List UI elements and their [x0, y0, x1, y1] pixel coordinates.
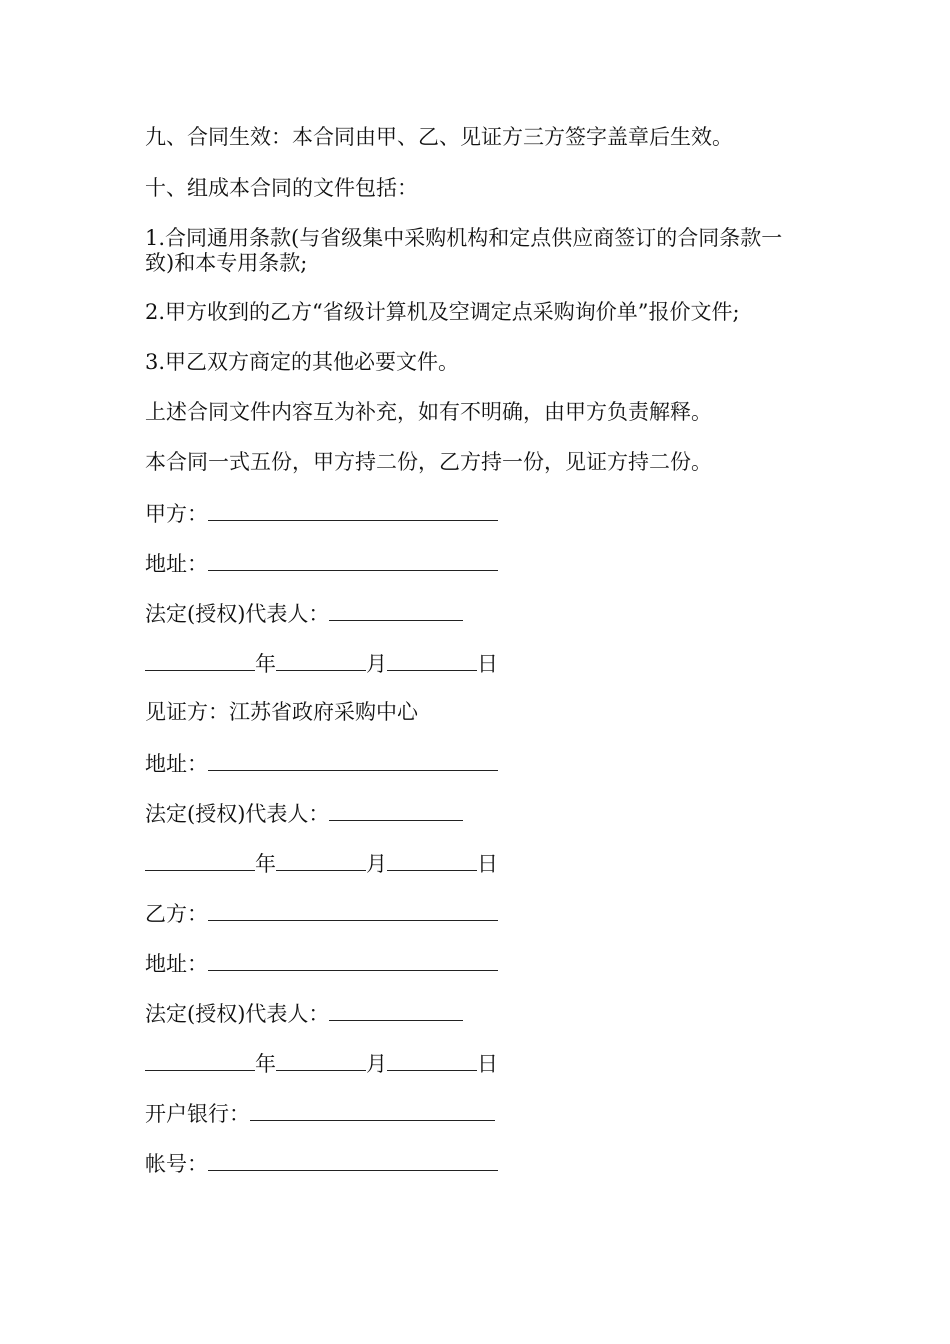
party-b-bank-blank[interactable] [250, 1100, 495, 1121]
party-b-date-row [145, 1050, 498, 1077]
party-a-address-label: 地址： [145, 552, 208, 576]
party-b-bank-row [145, 1100, 495, 1127]
party-a-year-blank[interactable] [145, 650, 255, 671]
document-item-1: 1.合同通用条款(与省级集中采购机构和定点供应商签订的合同条款一致)和本专用条款; [145, 226, 783, 275]
party-b-rep-label: 法定(授权)代表人： [145, 1002, 330, 1026]
party-b-rep-row [145, 1000, 463, 1027]
party-a-label: 甲方： [145, 502, 208, 526]
day-label: 日 [477, 1052, 498, 1076]
month-label: 月 [366, 852, 387, 876]
party-a-month-blank[interactable] [276, 650, 366, 671]
party-b-account-blank[interactable] [208, 1150, 498, 1171]
witness-year-blank[interactable] [145, 850, 255, 871]
party-b-account-label: 帐号： [145, 1152, 208, 1176]
year-label: 年 [255, 652, 276, 676]
witness-address-blank[interactable] [208, 750, 498, 771]
document-item-3: 3.甲乙双方商定的其他必要文件。 [145, 350, 460, 374]
year-label: 年 [255, 1052, 276, 1076]
party-b-month-blank[interactable] [276, 1050, 366, 1071]
party-b-address-blank[interactable] [208, 950, 498, 971]
clause-documents-heading: 十、组成本合同的文件包括： [145, 176, 418, 200]
witness-date-row [145, 850, 498, 877]
party-a-blank[interactable] [208, 500, 498, 521]
witness-name: 见证方：江苏省政府采购中心 [145, 700, 418, 724]
party-a-row [145, 500, 498, 527]
party-a-address-blank[interactable] [208, 550, 498, 571]
month-label: 月 [366, 1052, 387, 1076]
party-b-label: 乙方： [145, 902, 208, 926]
party-b-bank-label: 开户银行： [145, 1102, 250, 1126]
clause-copies: 本合同一式五份，甲方持二份，乙方持一份，见证方持二份。 [145, 450, 712, 474]
month-label: 月 [366, 652, 387, 676]
party-a-date-row [145, 650, 498, 677]
party-a-day-blank[interactable] [387, 650, 477, 671]
document-item-2: 2.甲方收到的乙方“省级计算机及空调定点采购询价单”报价文件; [145, 300, 740, 324]
witness-month-blank[interactable] [276, 850, 366, 871]
party-b-address-label: 地址： [145, 952, 208, 976]
party-a-rep-label: 法定(授权)代表人： [145, 602, 330, 626]
witness-rep-row [145, 800, 463, 827]
witness-address-row [145, 750, 498, 777]
witness-rep-label: 法定(授权)代表人： [145, 802, 330, 826]
party-b-day-blank[interactable] [387, 1050, 477, 1071]
party-b-rep-blank[interactable] [329, 1000, 463, 1021]
party-b-year-blank[interactable] [145, 1050, 255, 1071]
year-label: 年 [255, 852, 276, 876]
party-b-row [145, 900, 498, 927]
clause-supplement: 上述合同文件内容互为补充，如有不明确，由甲方负责解释。 [145, 400, 712, 424]
party-b-address-row [145, 950, 498, 977]
party-a-address-row [145, 550, 498, 577]
clause-effective: 九、合同生效：本合同由甲、乙、见证方三方签字盖章后生效。 [145, 125, 733, 149]
witness-address-label: 地址： [145, 752, 208, 776]
day-label: 日 [477, 852, 498, 876]
party-b-blank[interactable] [208, 900, 498, 921]
day-label: 日 [477, 652, 498, 676]
party-b-account-row [145, 1150, 498, 1177]
party-a-rep-row [145, 600, 463, 627]
witness-day-blank[interactable] [387, 850, 477, 871]
party-a-rep-blank[interactable] [329, 600, 463, 621]
witness-rep-blank[interactable] [329, 800, 463, 821]
